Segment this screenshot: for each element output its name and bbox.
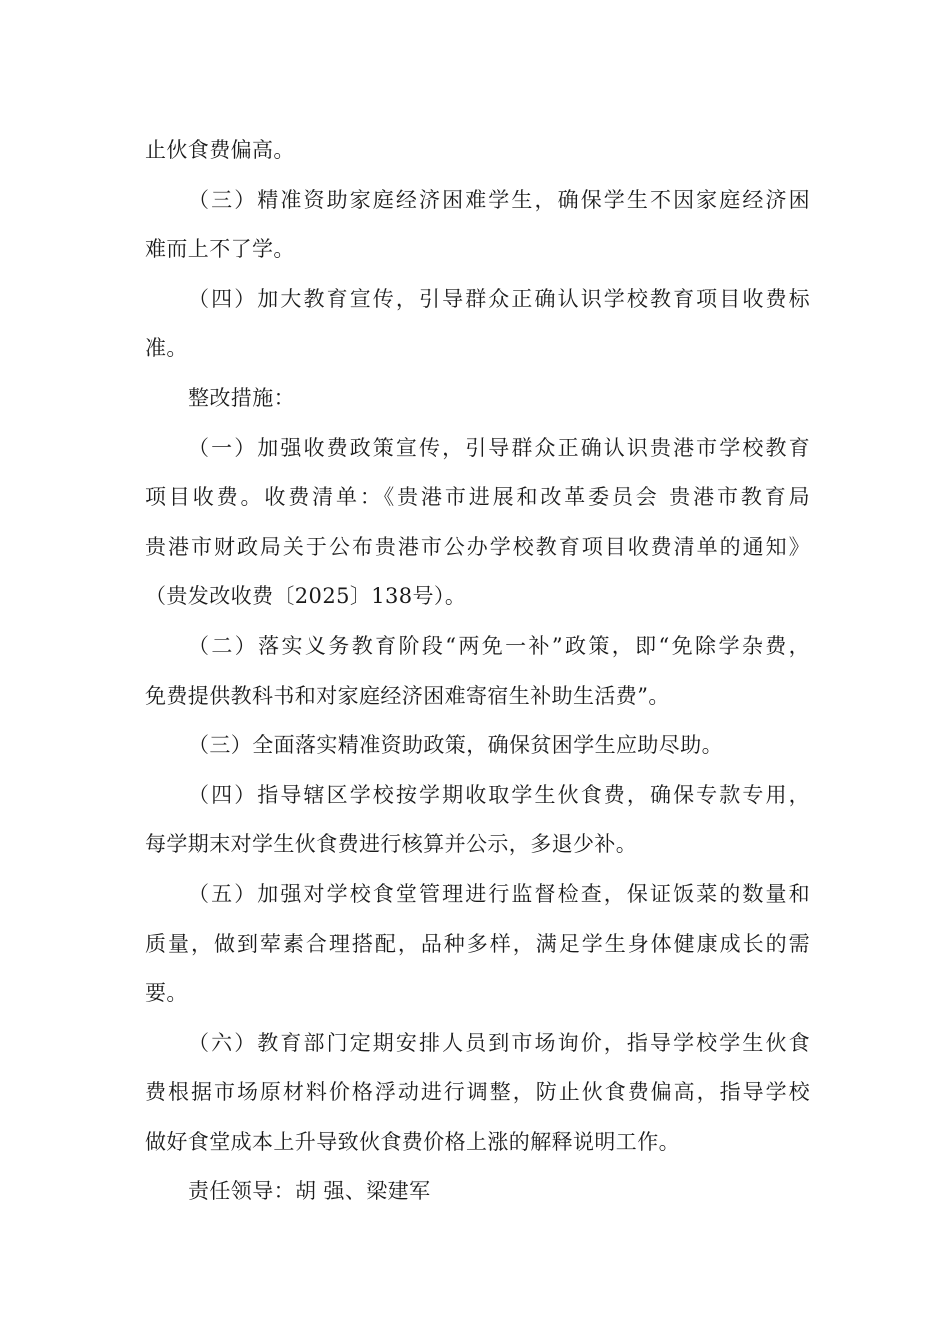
- text-line: 贵港市财政局关于公布贵港市公办学校教育项目收费清单的通知》: [145, 534, 810, 559]
- text-line: （四）加大教育宣传，引导群众正确认识学校教育项目收费标: [188, 286, 810, 311]
- text-line: 费根据市场原材料价格浮动进行调整，防止伙食费偏高，指导学校: [145, 1080, 810, 1105]
- text-line: 质量，做到荤素合理搭配，品种多样，满足学生身体健康成长的需: [145, 931, 810, 956]
- text-line: （三）全面落实精准资助政策，确保贫困学生应助尽助。: [188, 733, 723, 758]
- text-line: （六）教育部门定期安排人员到市场询价，指导学校学生伙食: [188, 1030, 810, 1055]
- text-line: （五）加强对学校食堂管理进行监督检查，保证饭菜的数量和: [188, 881, 810, 906]
- text-line: 止伙食费偏高。: [145, 138, 295, 162]
- document-body: [145, 126, 810, 1217]
- text-line: （贵发改收费〔2025〕138号）。: [145, 584, 467, 609]
- text-line: 准。: [145, 336, 188, 361]
- text-line: 难而上不了学。: [145, 237, 295, 262]
- text-line: （二）落实义务教育阶段“两免一补”政策，即“免除学杂费，: [188, 633, 810, 658]
- text-line: 每学期末对学生伙食费进行核算并公示，多退少补。: [145, 832, 638, 857]
- text-line: （一）加强收费政策宣传，引导群众正确认识贵港市学校教育: [188, 435, 810, 460]
- text-line: 免费提供教科书和对家庭经济困难寄宿生补助生活费”。: [145, 683, 670, 708]
- text-line: （四）指导辖区学校按学期收取学生伙食费，确保专款专用，: [188, 782, 810, 807]
- section-heading: 整改措施：: [188, 385, 295, 410]
- text-line: 做好食堂成本上升导致伙食费价格上涨的解释说明工作。: [145, 1129, 680, 1154]
- text-line: 要。: [145, 981, 188, 1006]
- text-line: 项目收费。收费清单：《贵港市进展和改革委员会 贵港市教育局: [145, 485, 810, 510]
- text-line: （三）精准资助家庭经济困难学生，确保学生不因家庭经济困: [188, 187, 810, 212]
- responsible-leaders: 责任领导：胡 强、梁建军: [188, 1179, 431, 1204]
